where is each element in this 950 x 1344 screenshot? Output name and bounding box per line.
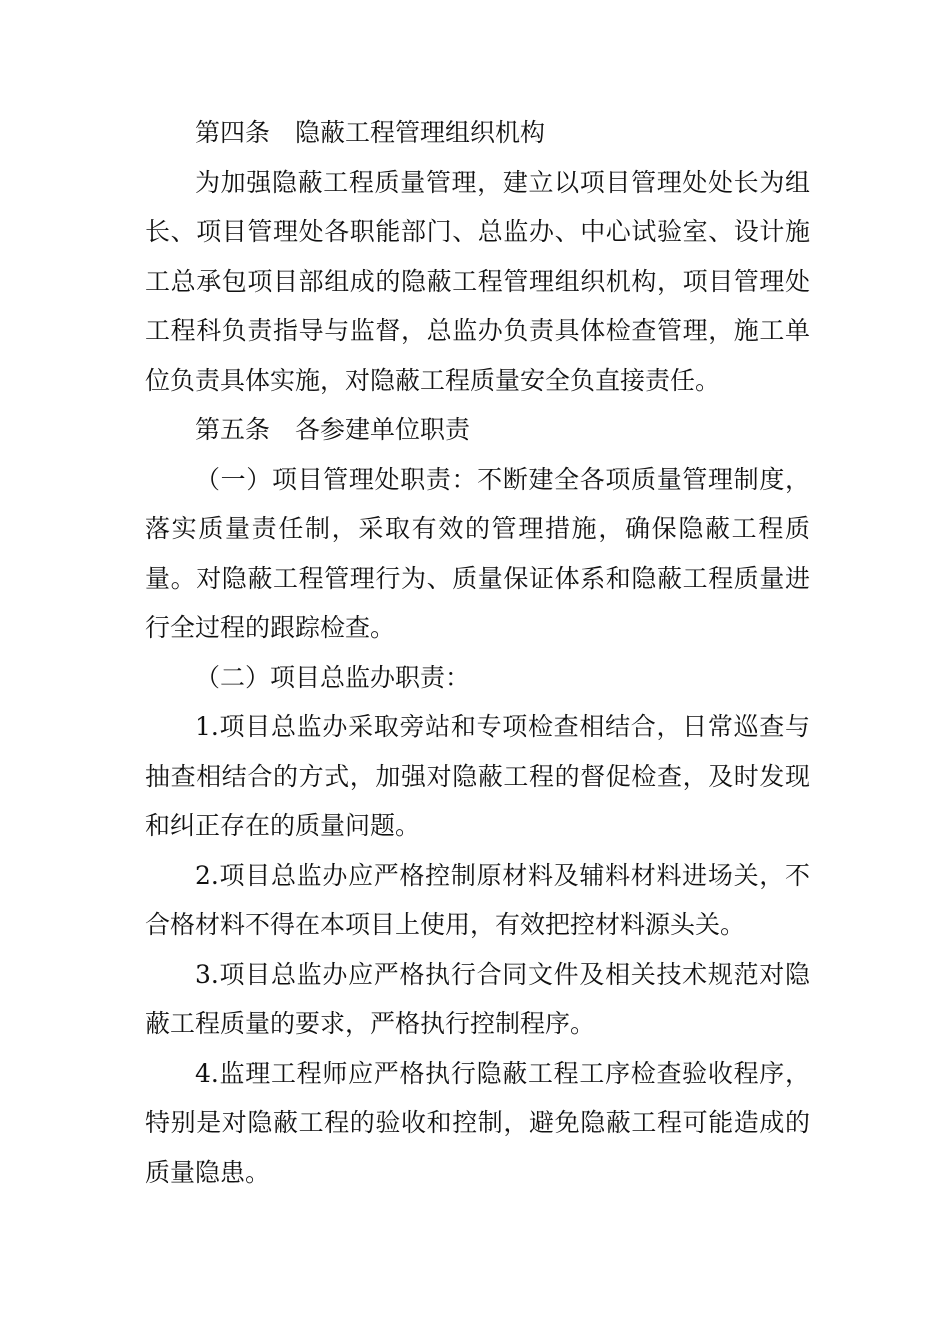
article-4-number: 第四条 — [195, 118, 271, 147]
article-4-title: 隐蔽工程管理组织机构 — [295, 118, 546, 147]
list-item-3: 3.项目总监办应严格执行合同文件及相关技术规范对隐蔽工程质量的要求，严格执行控制程序。 — [145, 959, 810, 1038]
document-body — [145, 108, 810, 1197]
article-5-title: 各参建单位职责 — [295, 415, 471, 444]
article-4-heading — [145, 108, 810, 158]
list-item-4: 4.监理工程师应严格执行隐蔽工程工序检查验收程序，特别是对隐蔽工程的验收和控制，避免隐蔽工程可能造成的质量隐患。 — [145, 1058, 810, 1187]
list-item-1: 1.项目总监办采取旁站和专项检查相结合，日常巡查与抽查相结合的方式，加强对隐蔽工程的督促检查，及时发现和纠正存在的质量问题。 — [145, 712, 810, 840]
article-5-number: 第五条 — [195, 415, 271, 444]
article-4-paragraph: 为加强隐蔽工程质量管理，建立以项目管理处处长为组长、项目管理处各职能部门、总监办、中心试验室、设计施工总承包项目部组成的隐蔽工程管理组织机构，项目管理处工程科负责指导与监督，总监办负责具体检查管理，施工单位负责具体实施，对隐蔽工程质量安全负直接责任。 — [145, 167, 810, 395]
section-1-paragraph: （一）项目管理处职责：不断建全各项质量管理制度，落实质量责任制，采取有效的管理措施，确保隐蔽工程质量。对隐蔽工程管理行为、质量保证体系和隐蔽工程质量进行全过程的跟踪检查。 — [145, 464, 810, 642]
section-2-heading: （二）项目总监办职责： — [195, 662, 471, 692]
article-5-heading — [145, 405, 810, 455]
list-item-2: 2.项目总监办应严格控制原材料及辅料材料进场关，不合格材料不得在本项目上使用，有效把控材料源头关。 — [145, 860, 810, 939]
